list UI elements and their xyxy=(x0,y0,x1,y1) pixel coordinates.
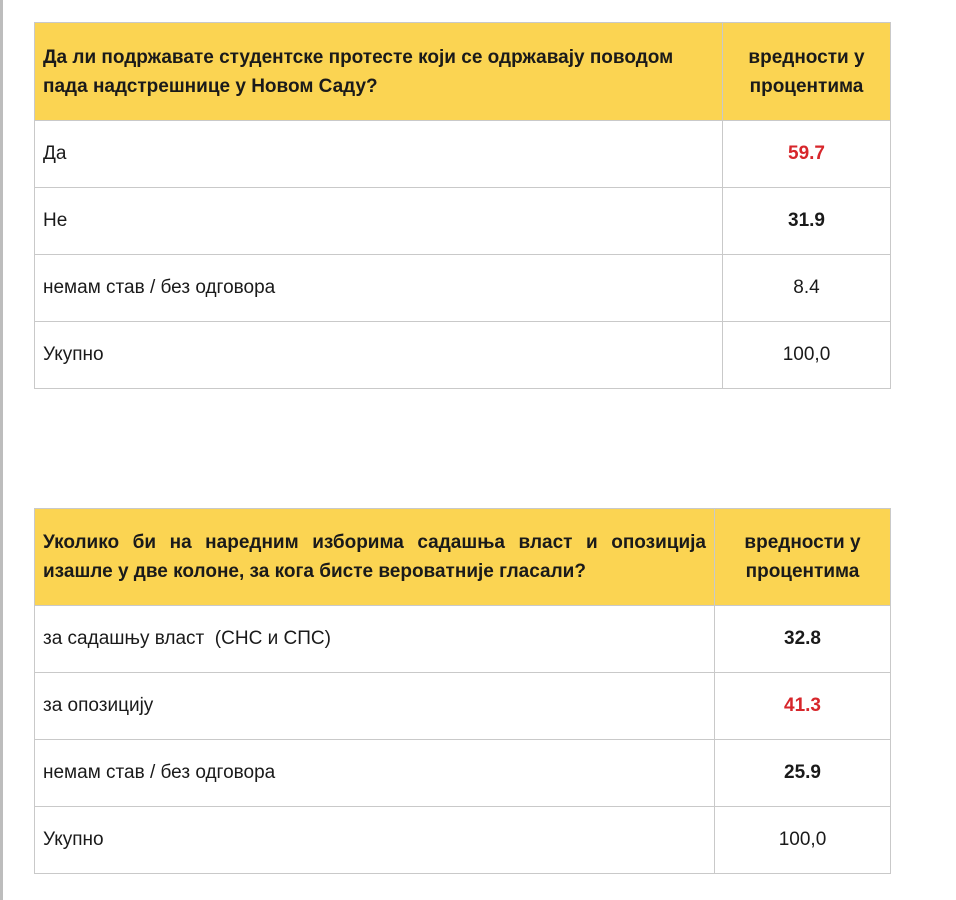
question-header: Да ли подржавате студентске протесте који се одржавају поводом пада надстрешнице у Новом Саду? xyxy=(35,23,723,121)
table-row xyxy=(35,121,891,188)
value-column-header: вредности у процентима xyxy=(715,509,891,606)
value-column-header: вредности у процентима xyxy=(723,23,891,121)
table-row xyxy=(35,606,891,673)
answer-label: за садашњу власт (СНС и СПС) xyxy=(35,606,715,673)
table-row xyxy=(35,188,891,255)
answer-label: немам став / без одговора xyxy=(35,740,715,807)
answer-value: 32.8 xyxy=(715,606,891,673)
page-left-edge xyxy=(0,0,3,900)
total-value: 100,0 xyxy=(715,807,891,874)
answer-label: за опозицију xyxy=(35,673,715,740)
table-row xyxy=(35,673,891,740)
table-row-total xyxy=(35,322,891,389)
answer-label: Не xyxy=(35,188,723,255)
answer-value: 59.7 xyxy=(723,121,891,188)
answer-value: 25.9 xyxy=(715,740,891,807)
table-header-row xyxy=(35,23,891,121)
answer-value: 31.9 xyxy=(723,188,891,255)
total-label: Укупно xyxy=(35,322,723,389)
table-header-row xyxy=(35,509,891,606)
answer-value: 41.3 xyxy=(715,673,891,740)
poll-table-elections xyxy=(34,508,891,874)
table-row xyxy=(35,255,891,322)
answer-label: Да xyxy=(35,121,723,188)
total-value: 100,0 xyxy=(723,322,891,389)
answer-label: немам став / без одговора xyxy=(35,255,723,322)
question-header: Уколико би на наредним изборима садашња власт и опозиција изашле у две колоне, за кога бисте вероватније гласали? xyxy=(35,509,715,606)
answer-value: 8.4 xyxy=(723,255,891,322)
poll-table-protests xyxy=(34,22,891,389)
table-row xyxy=(35,740,891,807)
total-label: Укупно xyxy=(35,807,715,874)
table-row-total xyxy=(35,807,891,874)
